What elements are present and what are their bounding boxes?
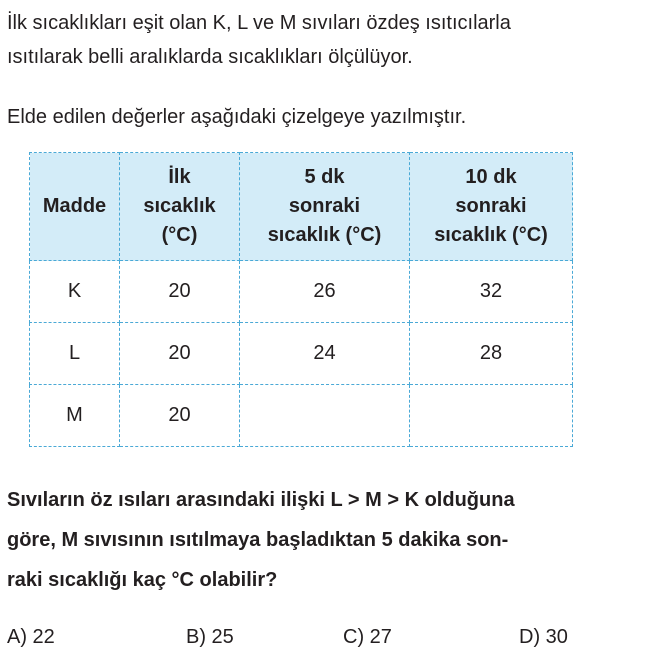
header-madde	[30, 153, 120, 261]
header-5min-temp-line-1: 5 dk	[304, 166, 345, 188]
cell-5min-temp	[240, 385, 410, 447]
intro-paragraph	[7, 6, 647, 74]
option-c[interactable]: C) 27	[343, 626, 392, 648]
question-line-2: göre, M sıvısının ısıtılmaya başladıktan 5 dakika son-	[7, 529, 509, 551]
question-line-3: raki sıcaklığı kaç °C olabilir?	[7, 569, 278, 591]
header-10min-temp	[410, 153, 573, 261]
cell-substance: L	[30, 323, 120, 385]
intro-line-3: Elde edilen değerler aşağıdaki çizelgeye yazılmıştır.	[7, 106, 467, 128]
option-b[interactable]: B) 25	[186, 626, 234, 648]
table-row	[30, 261, 573, 323]
header-5min-temp-line-3: sıcaklık (°C)	[267, 224, 382, 246]
cell-substance: M	[30, 385, 120, 447]
cell-initial-temp: 20	[120, 261, 240, 323]
table-row	[30, 385, 573, 447]
table-header-row	[30, 153, 573, 261]
question-line-1: Sıvıların öz ısıları arasındaki ilişki L > M > K olduğuna	[7, 489, 515, 511]
cell-10min-temp: 32	[410, 261, 573, 323]
header-initial-temp-line-2: sıcaklık	[143, 195, 216, 217]
intro-line-1: İlk sıcaklıkları eşit olan K, L ve M sıvıları özdeş ısıtıcılarla	[7, 12, 511, 34]
header-10min-temp-line-3: sıcaklık (°C)	[434, 224, 548, 246]
table-row	[30, 323, 573, 385]
header-madde-label: Madde	[42, 195, 107, 217]
header-initial-temp-line-3: (°C)	[161, 224, 198, 246]
temperature-table	[29, 152, 573, 447]
cell-5min-temp: 26	[240, 261, 410, 323]
intro-line-2: ısıtılarak belli aralıklarda sıcaklıkları ölçülüyor.	[7, 46, 413, 68]
cell-initial-temp: 20	[120, 323, 240, 385]
option-d[interactable]: D) 30	[519, 626, 568, 648]
cell-substance: K	[30, 261, 120, 323]
header-10min-temp-line-2: sonraki	[455, 195, 527, 217]
header-initial-temp	[120, 153, 240, 261]
option-a[interactable]: A) 22	[7, 626, 55, 648]
answer-options	[7, 620, 647, 654]
cell-10min-temp	[410, 385, 573, 447]
cell-10min-temp: 28	[410, 323, 573, 385]
header-5min-temp	[240, 153, 410, 261]
header-10min-temp-line-1: 10 dk	[465, 166, 517, 188]
cell-initial-temp: 20	[120, 385, 240, 447]
cell-5min-temp: 24	[240, 323, 410, 385]
header-initial-temp-line-1: İlk	[168, 166, 191, 188]
header-5min-temp-line-2: sonraki	[288, 195, 361, 217]
question-text	[7, 480, 647, 600]
